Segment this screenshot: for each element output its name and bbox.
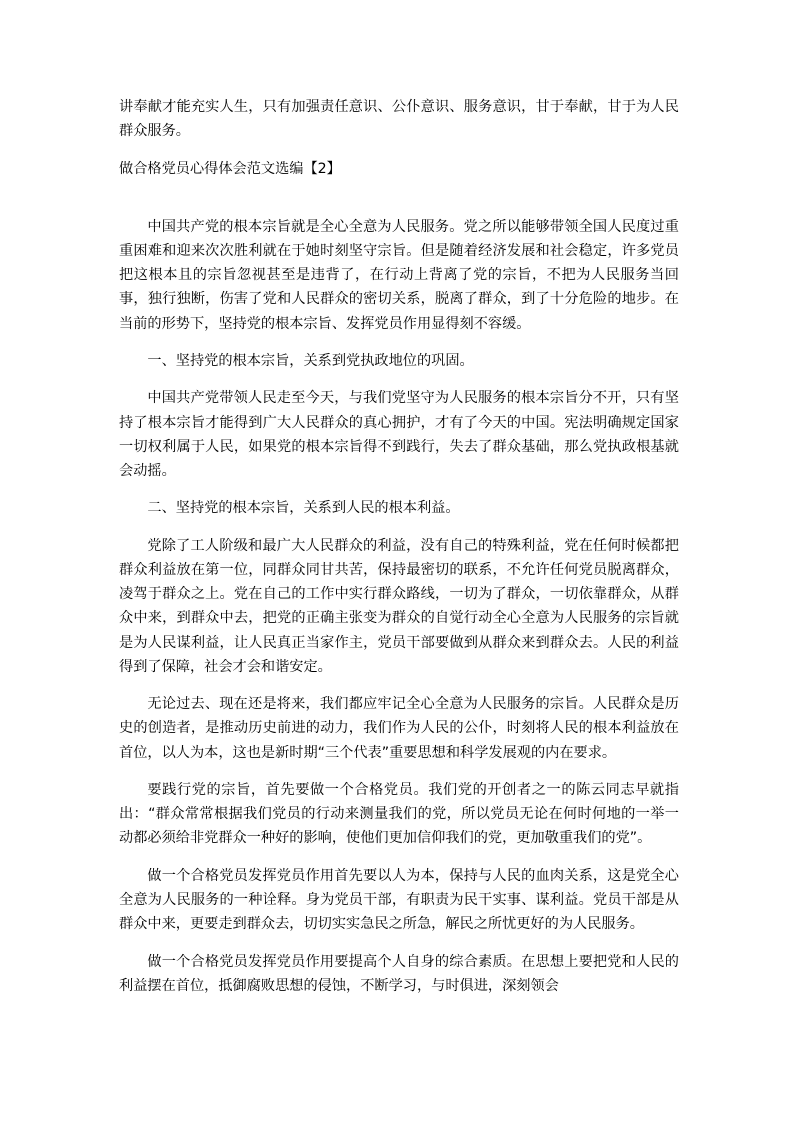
paragraph: 要践行党的宗旨，首先要做一个合格党员。我们党的开创者之一的陈云同志早就指出：“群众常常根据我们党员的行动来测量我们的党，所以党员无论在何时何地的一举一动都必须给非党群众一种好的影响，使他们更加信仰我们的党，更加敬重我们的党”。 [119,781,679,847]
paragraph: 中国共产党带领人民走至今天，与我们党坚守为人民服务的根本宗旨分不开，只有坚持了根本宗旨才能得到广大人民群众的真心拥护，才有了今天的中国。宪法明确规定国家一切权利属于人民，如果党的根本宗旨得不到践行，失去了群众基础，那么党执政根基就会动摇。 [119,390,679,479]
section-spacer [119,181,679,215]
document-body [119,95,679,1011]
subheading-1: 一、坚持党的根本宗旨，关系到党执政地位的巩固。 [147,353,474,369]
paragraph: 做一个合格党员发挥党员作用要提高个人自身的综合素质。在思想上要把党和人民的利益摆在首位，抵御腐败思想的侵蚀，不断学习，与时俱进，深刻领会 [119,953,679,994]
paragraph-continuation: 讲奉献才能充实人生，只有加强责任意识、公仆意识、服务意识，甘于奉献，甘于为人民群众服务。 [119,99,679,140]
subheading-2: 二、坚持党的根本宗旨，关系到人民的根本利益。 [147,500,460,517]
section-title: 做合格党员心得体会范文选编【2】 [119,160,341,177]
paragraph: 无论过去、现在还是将来，我们都应牢记全心全意为人民服务的宗旨。人民群众是历史的创造者，是推动历史前进的动力，我们作为人民的公仆，时刻将人民的根本利益放在首位，以人为本，这也是新时期“三个代表”重要思想和科学发展观的内在要求。 [119,696,679,761]
paragraph: 党除了工人阶级和最广大人民群众的利益，没有自己的特殊利益，党在任何时候都把群众利益放在第一位，同群众同甘共苦，保持最密切的联系，不允许任何党员脱离群众，凌驾于群众之上。党在自己的工作中实行群众路线，一切为了群众，一切依靠群众，从群众中来，到群众中去，把党的正确主张变为群众的自觉行动全心全意为人民服务的宗旨就是为人民谋利益，让人民真正当家作主，党员干部要做到从群众来到群众去。人民的利益得到了保障，社会才会和谐安定。 [119,537,679,675]
paragraph: 中国共产党的根本宗旨就是全心全意为人民服务。党之所以能够带领全国人民度过重重困难和迎来次次胜利就在于她时刻坚守宗旨。但是随着经济发展和社会稳定，许多党员把这根本且的宗旨忽视甚至是违背了，在行动上背离了党的宗旨，不把为人民服务当回事，独行独断，伤害了党和人民群众的密切关系，脱离了群众，到了十分危险的地步。在当前的形势下，坚持党的根本宗旨、发挥党员作用显得刻不容缓。 [119,218,679,332]
paragraph: 做一个合格党员发挥党员作用首先要以人为本，保持与人民的血肉关系，这是党全心全意为人民服务的一种诠释。身为党员干部，有职责为民干实事、谋利益。党员干部是从群众中来，更要走到群众去，切切实实急民之所急，解民之所忧更好的为人民服务。 [119,867,679,933]
